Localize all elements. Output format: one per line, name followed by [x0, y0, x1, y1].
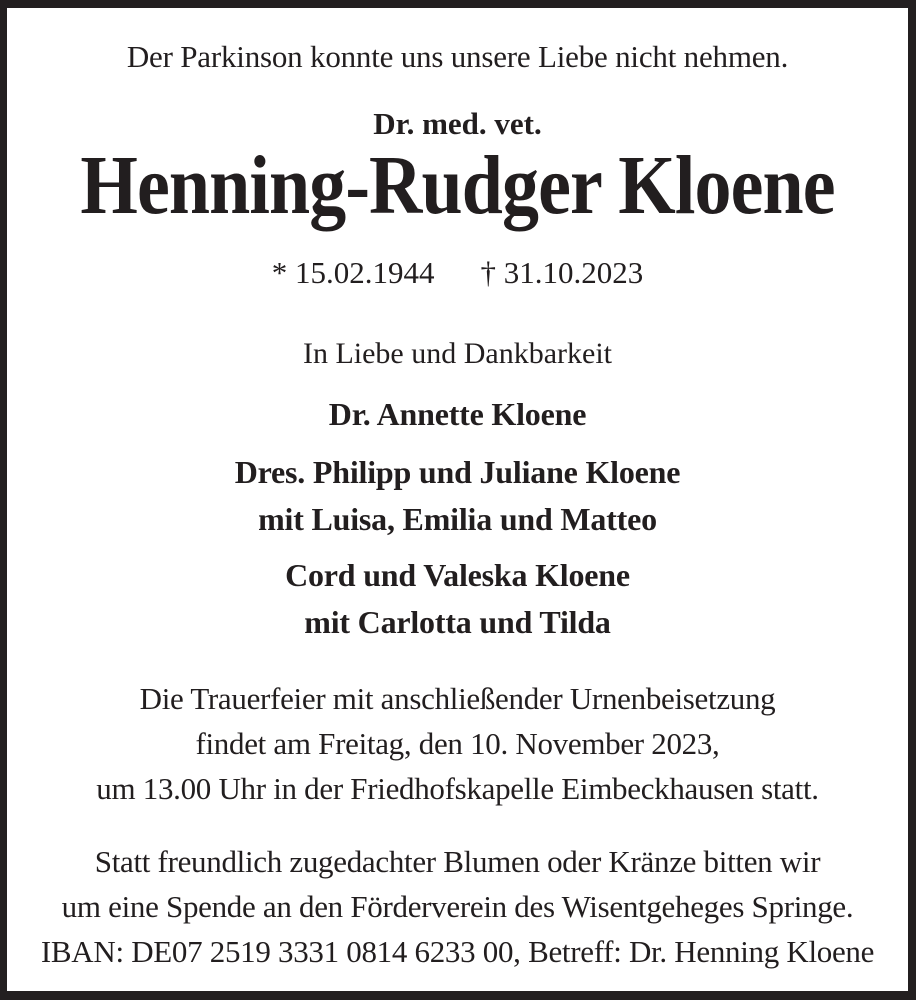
donation-details — [7, 839, 908, 974]
mourner-line: Dres. Philipp und Juliane Kloene — [234, 454, 681, 490]
epigraph-line: Der Parkinson konnte uns unsere Liebe nicht nehmen. — [126, 39, 789, 74]
funeral-line: Die Trauerfeier mit anschließender Urnenbeisetzung — [139, 681, 776, 716]
mourner-line: mit Luisa, Emilia und Matteo — [258, 501, 657, 537]
donation-iban-line: IBAN: DE07 2519 3331 0814 6233 00, Betreff: Dr. Henning Kloene — [40, 934, 875, 969]
life-dates — [7, 255, 908, 291]
funeral-details — [7, 676, 908, 811]
mourner-group-3 — [7, 552, 908, 646]
deceased-name: Henning-Rudger Kloene — [80, 139, 835, 232]
dedication-line: In Liebe und Dankbarkeit — [302, 337, 613, 370]
funeral-line: findet am Freitag, den 10. November 2023, — [195, 726, 720, 761]
mourner-line: mit Carlotta und Tilda — [304, 604, 611, 640]
birth-date: * 15.02.1944 — [271, 255, 435, 290]
mourner-group-2 — [7, 449, 908, 543]
mourner-line: Cord und Valeska Kloene — [285, 557, 630, 593]
funeral-line: um 13.00 Uhr in der Friedhofskapelle Eimbeckhausen statt. — [96, 771, 819, 806]
donation-line: um eine Spende an den Förderverein des Wisentgeheges Springe. — [61, 889, 854, 924]
mourner-group-1: Dr. Annette Kloene — [328, 396, 587, 432]
death-date: † 31.10.2023 — [480, 255, 644, 290]
donation-line: Statt freundlich zugedachter Blumen oder Kränze bitten wir — [94, 844, 821, 879]
academic-title: Dr. med. vet. — [373, 106, 542, 141]
